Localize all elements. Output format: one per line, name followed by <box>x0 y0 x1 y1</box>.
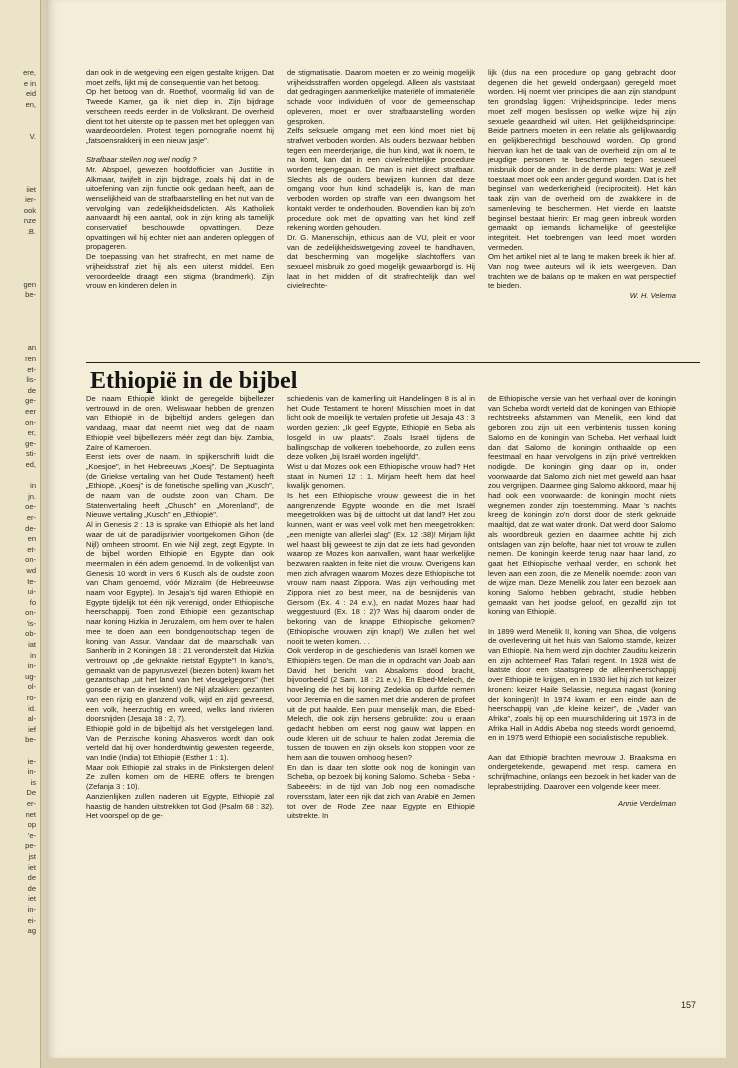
margin-fragment: in <box>30 481 36 491</box>
margin-fragment <box>0 269 40 280</box>
margin-fragment: ook <box>23 205 36 215</box>
margin-fragment: jn. <box>28 491 36 501</box>
margin-fragment: nze <box>23 216 36 226</box>
paragraph: Al in Genesis 2 : 13 is sprake van Ethiopië als het land waar de uit de paradijsrivier voortgekomen Gihon (de Nijl) omheen stroomt. En wie Nijl zegt, zegt Egypte. In de bijbel worden Ethiopië en Egypte dan ook meermalen in één adem genoemd. In de volkenlijst van Genesis 10 wordt in vers 6 Kusch als de oudste zoon van Cham genoemd, vóór Mizraïm (de Hebreeuwse naam voor Egypte). In Jesaja's tijd waren Ethiopië en Egypte tijdelijk tot één rijk verenigd, onder Ethiopische heerschappij. Toen zond Ethiopië een gezantschap naar koning Hizkia in Jeruzalem, om hem over te halen mee te doen aan een bondgenootschap tegen de koning van Assur. Vandaar dat de maarschalk van Sanherib in 2 Koningen 18 : 21 veronderstelt dat Hizkia vertrouwt op „de geknakte rietstaf Egypte"! In kano's, gemaakt van de papyrusvezel (biezen boten) kwam het gezantschap „uit het land van het vleugelgegons" (het gonsde er van de insekten!) de Nijl afzakken: gezanten van een rijzig en glanzend volk, wijd en zijd gevreesd, een volk, heerzuchtig en wreed, welks land rivieren doorsnijden (Jesaja 18 : 2, 7). <box>86 520 274 724</box>
margin-fragment <box>0 153 40 164</box>
margin-fragment: e in <box>23 78 36 88</box>
paragraph: Dr. G. Manenschijn, ethicus aan de VU, pleit er voor van de zedelijkheidswetgeving zoveel te handhaven, dat bescherming van mogelijke slachtoffers van sexueel misbruik zo goed mogelijk gewaarborgd is. Hij laat in het midden of dit strafrechtelijk dan wel civielrechte- <box>287 232 475 291</box>
margin-fragment: de- <box>25 523 36 533</box>
margin-fragment: er, <box>27 428 36 438</box>
margin-fragment: an <box>27 343 36 353</box>
paragraph: In 1899 werd Menelik II, koning van Shoa, die volgens de overlevering uit het huis van Salomo stamde, keizer van Ethiopië. Na hem werd zijn dochter Zauditu keizerin en zijn achterneef Ras Tafari regent. In 1928 wist de laatste door een staatsgreep de alleenheerschappij over Ethiopië te krijgen, en in 1930 liet hij zich tot keizer kronen: keizer Haile Selassie, negusa nagast (koning der koningen)! In 1974 kwam er een einde aan de heerschappij van „de kleine keizer", de „Vader van Afrika", zoals hij op een muurschildering uit 1973 in de Afrika Hall in Addis Abeba nog steeds wordt genoemd, en in 1975 werd Ethiopië een socialistische republiek. <box>488 626 676 743</box>
margin-fragment: ui- <box>27 587 36 597</box>
margin-fragment <box>0 163 40 174</box>
paragraph: Zelfs seksuele omgang met een kind moet niet bij strafwet verboden worden. Als ouders bezwaar hebben tegen een meerderjarige, die hun kind, wat ik noem, te na komt, kan dat in een civielrechtelijke procedure worden tegengegaan. De man is niet direct strafbaar. Slechts als de ouders bewijzen kunnen dat deze omgang voor hun kind schadelijk is, kan de man verboden worden op straffe van een dwangsom het kontakt verder te onderhouden. Bovendien kan bij zo'n procedure ook met de opvatting van het kind zelf rekening worden gehouden. <box>287 126 475 233</box>
margin-fragment: de <box>27 883 36 893</box>
margin-fragment: ug- <box>25 671 36 681</box>
margin-fragment: ier- <box>25 195 36 205</box>
margin-fragment: in- <box>27 661 36 671</box>
section-divider <box>86 362 700 363</box>
paragraph: De naam Ethiopië klinkt de geregelde bijbellezer vertrouwd in de oren. Weliswaar hebben de grenzen van Ethiopië in de bijbeltijd anders gelegen dan vandaag, maar dat neemt niet weg dat de naam Ethiopië veel bijbellezers méér zegt dan bijv. Zambia, Zaïre of Kameroen. <box>86 394 274 452</box>
margin-fragment <box>0 312 40 323</box>
paragraph: schiedenis van de kamerling uit Handelingen 8 is al in het Oude Testament te horen! Misschien moet in dat licht ook de moeilijk te vertalen profetie uit Jesaja 43 : 3 worden gezien: „Ik geef Egypte, Ethiopië en Seba als losgeld in uw plaats". Zoals Israël tijdens de ballingschap de volkeren toebehoorde, zo zullen eens deze volken „bij Israël worden ingelijfd". <box>287 394 475 462</box>
margin-fragment: al- <box>27 714 36 724</box>
article-title: Ethiopië in de bijbel <box>90 368 298 394</box>
margin-fragment: iet <box>28 894 36 904</box>
top-article <box>86 68 676 301</box>
margin-fragment: en <box>27 534 36 544</box>
paragraph: Wist u dat Mozes ook een Ethiopische vrouw had? Het staat in Numeri 12 : 1. Mirjam heeft hem dat heel kwalijk genomen. <box>287 461 475 491</box>
margin-fragment: 'e- <box>27 830 36 840</box>
margin-fragment: ag <box>27 926 36 936</box>
margin-fragment <box>0 248 40 259</box>
margin-fragment: iat <box>28 640 36 650</box>
margin-fragment: eid <box>25 89 36 99</box>
margin-fragment <box>0 333 40 344</box>
paragraph: lijk (dus na een procedure op gang gebracht door degenen die het geweld ondergaan) geregeld moet worden. Hij noemt vier principes die aan zijn standpunt ten grondslag liggen: Vrijheidsprincipe. Ieder mens moet zelf mogen beslissen op welke wijze hij zijn sexuele geaardheid wil uiten. Het gelijkheidsprincipe: Beide partners moeten in een relatie als gelijkwaardig en gelijkberechtigd beschouwd worden. Op grond hiervan kan het de taak van de overheid zijn om al te jeugdige personen te beschermen tegen sexueel misbruik door de ander. In de derde plaats: Wat je zelf toestaat moet ook een ander gegund worden. Dat is het beginsel van wederkerigheid (reciprociteit). Het kán taak zijn van de overheid om de zwakkere in de samenleving te beschermen. Het vierde en laatste beginsel bestaat hierin: Er mag geen inbreuk worden gemaakt op iemands lichamelijke of geestelijke integriteit. Het toebrengen van leed moet worden vermeden. <box>488 68 676 252</box>
margin-fragment: in <box>30 650 36 660</box>
margin-fragment: on- <box>25 417 36 427</box>
margin-fragment <box>0 322 40 333</box>
margin-fragment: V. <box>29 131 36 141</box>
margin-fragment: iiet <box>26 184 36 194</box>
margin-fragment: ol- <box>27 682 36 692</box>
margin-fragment: in- <box>27 767 36 777</box>
top-article-column-1 <box>86 68 274 301</box>
margin-fragment: id. <box>28 703 36 713</box>
margin-fragment: sti- <box>26 449 36 459</box>
margin-fragment: .B. <box>26 226 36 236</box>
margin-fragment: wd <box>26 565 36 575</box>
margin-fragment: gen <box>23 279 36 289</box>
paragraph: Maar ook Ethiopië zal straks in de Pinkstergen delen! Ze zullen komen om de HERE offers te brengen (Zefanja 3 : 10). <box>86 762 274 792</box>
margin-fragment <box>0 142 40 153</box>
paragraph: Op het betoog van dr. Roethof, voormalig lid van de Tweede Kamer, ga ik niet diep in. Zijn bijdrage verscheen reeds eerder in de Volkskrant. De overheid dient tot het uiterste op te passen met het opleggen van waardeoordelen. Protest tegen pornografie noemt hij „fatsoensrakkerij in een nieuw jasje". <box>86 87 274 145</box>
paragraph: De toepassing van het strafrecht, en met name de vrijheidsstraf ziet hij als een uiterst middel. Een veroordeelde draagt een stigma (brandmerk). Zijn vrouw en kinderen delen in <box>86 252 274 291</box>
magazine-page <box>46 0 726 1058</box>
paragraph: Aan dat Ethiopië brachten mevrouw J. Braaksma en ondergetekende, gewapend met resp. camera en schrijfmachine, onlangs een bezoek in het kader van de leprabestrijding. Daarover een volgende keer meer. <box>488 752 676 791</box>
paragraph: Om het artikel niet al te lang te maken breek ik hier af. Van nog twee auteurs wil ik iets weergeven. Dan trachten we de balans op te maken en wat perspectief te bieden. <box>488 252 676 291</box>
margin-fragment: ed, <box>25 459 36 469</box>
margin-fragment: lis- <box>26 375 36 385</box>
author-signature: W. H. Velema <box>629 291 676 301</box>
margin-fragment: er- <box>26 512 36 522</box>
margin-fragment: eer <box>25 407 36 416</box>
margin-fragment: et- <box>27 544 36 554</box>
paragraph: Aanzienlijken zullen naderen uit Egypte, Ethiopië zal haastig de handen uitstrekken tot God (Psalm 68 : 32). Het voorspel op de ge- <box>86 791 274 821</box>
margin-fragment: ob- <box>25 629 36 639</box>
margin-fragment: ief <box>28 724 36 734</box>
margin-fragment: fo <box>29 597 36 607</box>
paragraph: de Ethiopische versie van het verhaal over de koningin van Scheba wordt verteld dat de koningen van Ethiopië rechtstreeks afstammen van Menelik, een kind dat geboren zou zijn uit een verbintenis tussen koning Salomo en de koningin van Scheba. Het verhaal luidt dan dat Salomo de koningin onthaalde op een feestmaal en haar vervolgens in zijn privé vertrekken nodigde. De koningin ging daar op in, onder voorwaarde dat Salomo zich niet met geweld aan haar zou vergrijpen. Daarmee ging Salomo akkoord, maar hij had ook een voorwaarde: de koningin mocht niets wegnemen zonder zijn toestemming. Maar 's nachts kreeg de koningin zo'n dorst door de sterk gekruide maaltijd, dat ze wat water dronk. Dat werd door Salomo als woordbreuk gezien en daarmee achtte hij zich ontslagen van zijn belofte, haar niet tot vrouw te zullen nemen. De koningin keerde terug naar haar land, zo gaat het Ethiopische verhaal verder, en schonk het leven aan een zoon, die ze Menelik noemde: zoon van de wijze man. Deze Menelik zou later een bezoek aan koning Salomo hebben gebracht, studie hebben gemaakt van het joodse geloof, en gezalfd zijn tot koning van Ethiopië. <box>488 394 676 617</box>
top-article-column-2 <box>287 68 475 301</box>
margin-fragment: in- <box>27 904 36 914</box>
adjacent-page-margin <box>0 0 41 1068</box>
margin-fragment: ere, <box>23 68 36 77</box>
margin-fragment <box>0 238 40 249</box>
margin-fragment: De <box>26 788 36 798</box>
margin-fragment: ren <box>25 354 36 364</box>
paragraph: de stigmatisatie. Daarom moeten er zo weinig mogelijk vrijheidsstraffen worden opgelegd. Alleen als vaststaat dat gedragingen aanmerkelijke materiële of immateriële schade voor individuën of voor de gemeenschap opleveren, moet er over strafbaarstelling worden gesproken. <box>287 68 475 126</box>
paragraph: Is het een Ethiopische vrouw geweest die in het aangrenzende Egypte woonde en die met Israël meegetrokken was bij de uittocht uit dat land? Het zou kunnen, want er was veel volk met hen meegetrokken: „een menigte van allerlei slag" (Ex. 12 :38)! Mirjam lijkt wel haast blij geweest te zijn dat ze iets had gevonden waarop ze Mozes kon aanvallen, want haar werkelijke bezwaren raakten in feite niet die vrouw. Overigens kan men zich afvragen waarom Mozes deze Ethiopische tot vrouw nam naast Zippora. Was zijn verhouding met Zippora niet zo best meer, na de besnijdenis van Gersom (Ex. 4 : 24 e.v.), en nadat Mozes haar had weggestuurd (Ex. 18 : 2)? Was hij daarom onder de bekoring van de knappe Ethiopische gekomen? (Ethiopische vrouwen zijn knap!) We zullen het wel nooit te weten komen. . . <box>287 491 475 646</box>
margin-fragment: jst <box>28 851 36 861</box>
paragraph: Eerst iets over de naam. In spijkerschrift luidt die „Koesjoe", in het Hebreeuws „Koesj". De Septuaginta (de Griekse vertaling van het Oude Testament) heeft „Ethiopë. „Koesj" is de fonetische spelling van „Kusch", de naam van de oudste zoon van Cham. De Statenvertaling heeft „Chusch" en „Morenland", de Nieuwe vertaling „Kusch" en „Ethiopië". <box>86 452 274 520</box>
margin-fragment: on- <box>25 608 36 618</box>
margin-fragment: 'is- <box>26 618 36 628</box>
margin-fragment: is <box>30 777 36 787</box>
margin-fragment: et- <box>27 364 36 374</box>
margin-fragment: ro- <box>26 693 36 703</box>
subheading: Strafbaar stellen nog wel nodig ? <box>86 155 197 165</box>
margin-fragment: de <box>27 873 36 883</box>
margin-fragment: ge- <box>25 438 36 448</box>
margin-fragment: en, <box>25 99 36 109</box>
margin-fragment: ge- <box>25 396 36 406</box>
margin-fragment: ie- <box>27 756 36 766</box>
margin-fragment <box>0 471 40 482</box>
margin-fragment: er- <box>26 798 36 808</box>
paragraph: En dan is daar ten slotte ook nog de koningin van Scheba, op bezoek bij koning Salomo. Scheba - Seba - Sabeeërs: in de tijd van Job nog een nomadische roversstam, later een rijk dat zich van Arabië en Jemen tot over de Rode Zee naar Egypte en Ethiopië uitstrekte. In <box>287 762 475 821</box>
author-signature: Annie Verdelman <box>618 799 676 809</box>
margin-fragment <box>0 110 40 121</box>
margin-fragment: op <box>27 820 36 830</box>
margin-fragment: ei- <box>27 915 36 925</box>
article-column-3 <box>488 394 676 821</box>
margin-fragment: de <box>27 385 36 395</box>
margin-fragment: pe- <box>25 841 36 851</box>
margin-fragment: be- <box>25 735 36 745</box>
margin-fragment <box>0 174 40 185</box>
paragraph: Ethiopië gold in de bijbeltijd als het verstgelegen land. Van de Perzische koning Ahasveros wordt dan ook verteld dat hij over honderdtwintig gewesten regeerde, van Indië (India) tot Ethiopië (Esther 1 : 1). <box>86 723 274 763</box>
paragraph: Mr. Abspoel, gewezen hoofdofficier van Justitie in Alkmaar, twijfelt in zijn bijdrage, zoals hij dat in de uitoefening van zijn functie ook gedaan heeft, aan de wenselijkheid van de strafbaarstelling en het nut van de vervolging van zedelijkheidsdelicten. Als Katholiek aanvaardt hij een aantal, ook in zijn kring als tamelijk conservatief beschouwde opvattingen. Deze opvattingen wil hij echter niet aan anderen opleggen of propageren. <box>86 164 274 252</box>
margin-fragment: be- <box>25 290 36 300</box>
margin-fragment <box>0 746 40 757</box>
margin-fragment: on- <box>25 555 36 565</box>
margin-fragment: te- <box>27 576 36 586</box>
paragraph: dan ook in de wetgeving een eigen gestalte krijgen. Dat moet zelfs, lijkt mij de consequentie van het betoog. <box>86 68 274 87</box>
page-number: 157 <box>680 1000 696 1010</box>
margin-fragment <box>0 121 40 132</box>
margin-fragment: net <box>25 809 36 819</box>
article-column-2 <box>287 394 475 821</box>
article-body <box>86 394 676 821</box>
margin-fragment <box>0 301 40 312</box>
margin-fragment <box>0 259 40 270</box>
top-article-column-3 <box>488 68 676 301</box>
margin-fragment: iet <box>28 862 36 872</box>
paragraph: Ook verderop in de geschiedenis van Israël komen we Ethiopiërs tegen. De man die in opdracht van Joab aan David het bericht van Absaloms dood bracht, bijvoorbeeld (2 Sam. 18 : 21 e.v.). En Ebed-Melech, de hoveling die het bij koning Zedekia op durfde nemen voor Jeremia en die samen met drie anderen de profeet uit de put haalde. Een puur menselijk man, die Ebed-Melech, die ook zijn hersens gebruikte: zou u eraan gedacht hebben om eerst nog gauw wat lappen en oude kleren uit de schuur te halen zodat Jeremia die tussen de touwen en zijn oksels kon stoppen voor ze hem aan die touwen omhoog hesen? <box>287 646 475 763</box>
article-column-1 <box>86 394 274 821</box>
margin-fragment: oe- <box>25 502 36 512</box>
